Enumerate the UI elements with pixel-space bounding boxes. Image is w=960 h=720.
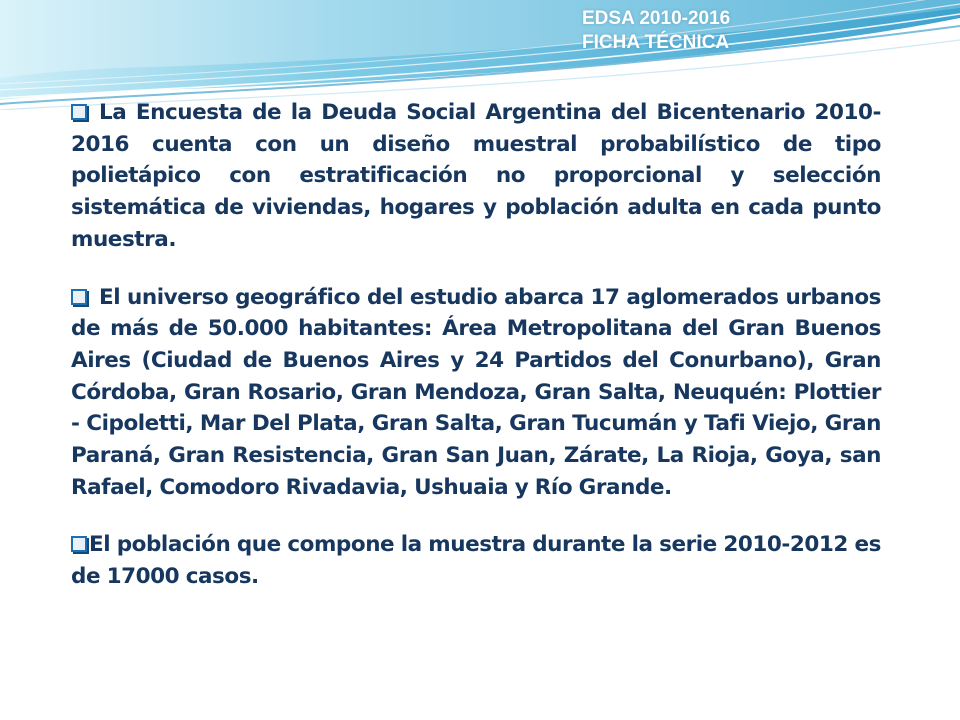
bullet-item-universe	[71, 282, 881, 504]
bullet-text-sample: El población que compone la muestra durante la serie 2010-2012 es de 17000 casos.	[71, 532, 881, 590]
bullet-item-sample	[71, 529, 881, 592]
square-bullet-icon	[71, 289, 87, 305]
square-bullet-icon	[71, 104, 87, 120]
header-wave-band	[0, 0, 960, 110]
bullet-item-design	[71, 97, 881, 256]
bullet-text-universe: El universo geográfico del estudio abarca 17 aglomerados urbanos de más de 50.000 habitantes: Área Metropolitana del Gran Buenos Aires (Ciudad de Buenos Aires y 24 Partidos del Conurbano), Gran Córdoba, Gran Rosario, Gran Mendoza, Gran Salta, Neuquén: Plottier - Cipoletti, Mar Del Plata, Gran Salta, Gran Tucumán y Tafi Viejo, Gran Paraná, Gran Resistencia, Gran San Juan, Zárate, La Rioja, Goya, san Rafael, Comodoro Rivadavia, Ushuaia y Río Grande.	[71, 284, 881, 500]
bullet-list	[71, 97, 881, 619]
header-title-line2: FICHA TÉCNICA	[582, 32, 730, 53]
header-title	[582, 7, 730, 55]
bullet-text-design: La Encuesta de la Deuda Social Argentina del Bicentenario 2010-2016 cuenta con un diseño muestral probabilístico de tipo polietápico con estratificación no proporcional y selección sistemática de viviendas, hogares y población adulta en cada punto muestra.	[71, 100, 881, 252]
header-title-line1: EDSA 2010-2016	[582, 8, 731, 29]
square-bullet-icon	[71, 536, 87, 552]
